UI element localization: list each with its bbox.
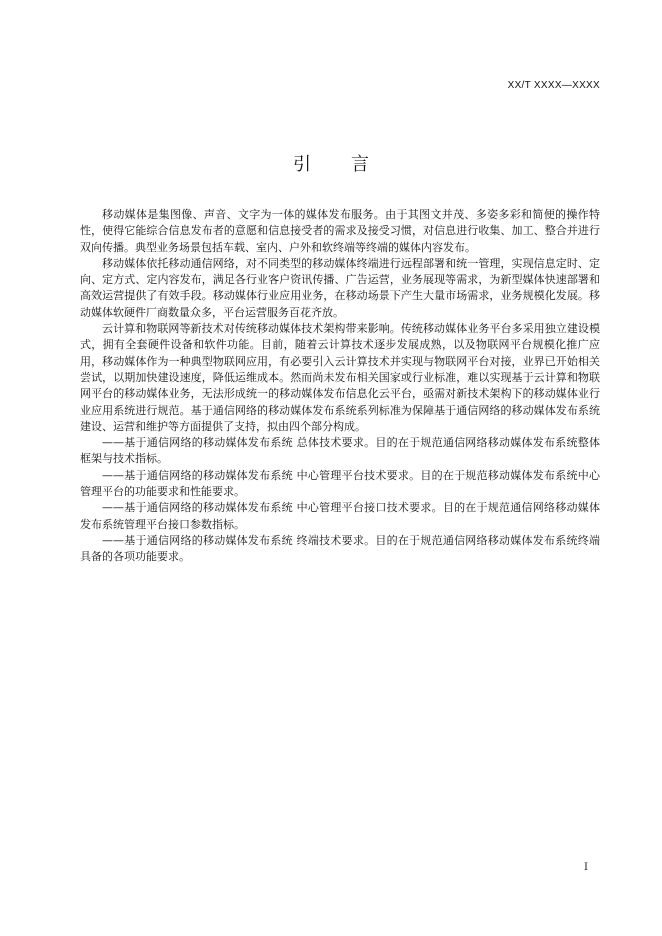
introduction-body xyxy=(80,207,600,566)
page-title: 引言 xyxy=(293,154,409,175)
page-number: I xyxy=(584,862,588,873)
paragraph-overview: 移动媒体是集图像、声音、文字为一体的媒体发布服务。由于其图文并茂、多姿多彩和简便的操作特性，使得它能综合信息发布者的意愿和信息接受者的需求及接受习惯，对信息进行收集、加工、整合并进行双向传播。典型业务场景包括车载、室内、户外和软终端等终端的媒体内容发布。 xyxy=(80,208,600,254)
paragraph-network: 移动媒体依托移动通信网络，对不同类型的移动媒体终端进行远程部署和统一管理，实现信息定时、定向、定方式、定内容发布，满足各行业客户资讯传播、广告运营，业务展现等需求，为新型媒体快速部署和高效运营提供了有效手段。移动媒体行业应用业务，在移动场景下产生大量市场需求，业务规模化发展。移动媒体软硬件厂商数量众多，平台运营服务百花齐放。 xyxy=(80,256,600,319)
list-item-part-general: ——基于通信网络的移动媒体发布系统 总体技术要求。目的在于规范通信网络移动媒体发布系统整体框架与技术指标。 xyxy=(80,436,600,466)
list-item-part-terminal: ——基于通信网络的移动媒体发布系统 终端技术要求。目的在于规范通信网络移动媒体发布系统终端具备的各项功能要求。 xyxy=(80,533,600,564)
standard-code-header: XX/T XXXX—XXXX xyxy=(507,80,600,91)
list-item-part-platform-interface: ——基于通信网络的移动媒体发布系统 中心管理平台接口技术要求。目的在于规范通信网络移动媒体发布系统管理平台接口参数指标。 xyxy=(80,501,600,531)
list-item-part-central-platform: ——基于通信网络的移动媒体发布系统 中心管理平台技术要求。目的在于规范移动媒体发布系统中心管理平台的功能要求和性能要求。 xyxy=(80,468,600,499)
paragraph-cloud-iot: 云计算和物联网等新技术对传统移动媒体技术架构带来影响。传统移动媒体业务平台多采用独立建设模式，拥有全套硬件设备和软件功能。目前，随着云计算技术逐步发展成熟，以及物联网平台规模化推广应用，移动媒体作为一种典型物联网应用，有必要引入云计算技术并实现与物联网平台对接，业界已开始相关尝试，以期加快建设速度，降低运维成本。然而尚未发布相关国家或行业标准，难以实现基于云计算和物联网平台的移动媒体业务，无法形成统一的移动媒体发布信息化云平台，亟需对新技术架构下的移动媒体业行业应用系统进行规范。基于通信网络的移动媒体发布系统系列标准为保障基于通信网络的移动媒体发布系统建设、运营和维护等方面提供了支持，拟由四个部分构成。 xyxy=(80,322,600,433)
